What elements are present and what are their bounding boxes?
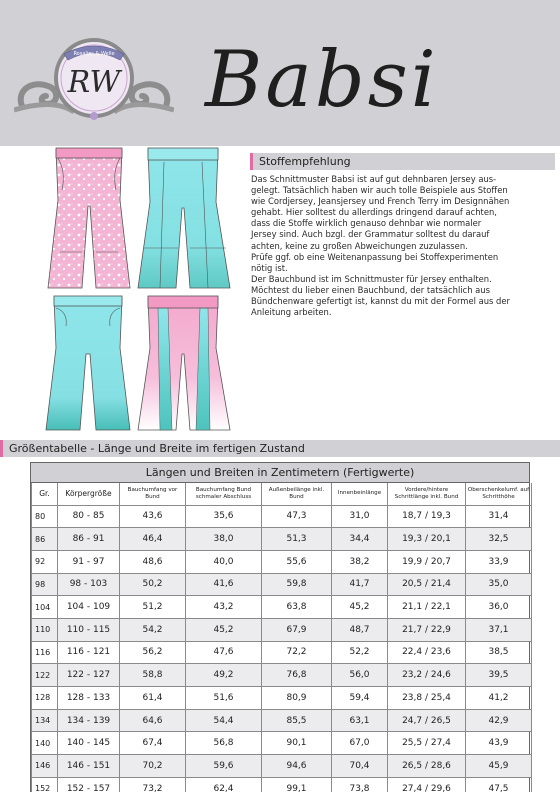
table-cell: 98 xyxy=(32,573,58,596)
table-cell: 64,6 xyxy=(120,709,186,732)
column-header: Oberschenkelumf. auf Schritthöhe xyxy=(466,483,532,505)
logo-monogram: RW xyxy=(67,65,121,100)
pants-illustration-cyan xyxy=(134,142,234,290)
table-cell: 104 - 109 xyxy=(58,596,120,619)
table-cell: 18,7 / 19,3 xyxy=(388,505,466,528)
text-line: Der Bauchbund ist im Schnittmuster für Jersey enthalten. xyxy=(251,273,492,284)
table-cell: 51,3 xyxy=(262,528,332,551)
size-table xyxy=(30,462,530,792)
table-row xyxy=(32,596,532,619)
table-cell: 52,2 xyxy=(332,641,388,664)
text-line: Anleitung arbeiten. xyxy=(251,307,332,318)
table-cell: 56,8 xyxy=(186,732,262,755)
text-line: Prüfe ggf. ob eine Weitenanpassung bei Stoffexperimenten xyxy=(251,251,499,262)
table-cell: 35,0 xyxy=(466,573,532,596)
header-band xyxy=(0,0,560,146)
pants-illustration-cyan-pockets xyxy=(44,292,132,432)
table-cell: 73,2 xyxy=(120,777,186,792)
pants-illustration-pink-cyan xyxy=(134,292,234,432)
size-table-grid xyxy=(31,483,532,792)
table-row xyxy=(32,709,532,732)
stoffempfehlung-text xyxy=(251,174,551,318)
table-cell: 94,6 xyxy=(262,755,332,778)
table-cell: 116 - 121 xyxy=(58,641,120,664)
table-cell: 134 - 139 xyxy=(58,709,120,732)
table-cell: 59,4 xyxy=(332,687,388,710)
table-cell: 59,8 xyxy=(262,573,332,596)
table-cell: 128 - 133 xyxy=(58,687,120,710)
table-row xyxy=(32,528,532,551)
table-cell: 51,2 xyxy=(120,596,186,619)
table-cell: 23,8 / 25,4 xyxy=(388,687,466,710)
table-cell: 42,9 xyxy=(466,709,532,732)
table-cell: 110 - 115 xyxy=(58,618,120,641)
table-cell: 56,0 xyxy=(332,664,388,687)
pants-illustration-pink-floral xyxy=(46,142,132,290)
table-cell: 39,5 xyxy=(466,664,532,687)
size-table-body xyxy=(32,505,532,792)
text-line: Möchtest du lieber einen Bauchbund, der tatsächlich aus xyxy=(251,284,490,295)
table-cell: 140 xyxy=(32,732,58,755)
table-cell: 146 xyxy=(32,755,58,778)
table-row xyxy=(32,755,532,778)
table-cell: 49,2 xyxy=(186,664,262,687)
table-cell: 23,2 / 24,6 xyxy=(388,664,466,687)
table-cell: 80,9 xyxy=(262,687,332,710)
table-row xyxy=(32,550,532,573)
column-header: Außenbeilänge inkl. Bund xyxy=(262,483,332,505)
table-row xyxy=(32,687,532,710)
text-line: Bündchenware gefertigt ist, kannst du mit der Formel aus der xyxy=(251,296,510,307)
text-line: dass die Stoffe wirklich genauso dehnbar wie normaler xyxy=(251,218,482,229)
page-title: Babsi xyxy=(205,35,439,125)
table-cell: 86 - 91 xyxy=(58,528,120,551)
table-cell: 41,6 xyxy=(186,573,262,596)
table-cell: 70,4 xyxy=(332,755,388,778)
table-cell: 47,5 xyxy=(466,777,532,792)
table-cell: 98 - 103 xyxy=(58,573,120,596)
table-row xyxy=(32,573,532,596)
stoffempfehlung-heading: Stoffempfehlung xyxy=(250,153,555,170)
column-header: Bauchumfang Bund schmaler Abschluss xyxy=(186,483,262,505)
brand-logo xyxy=(14,28,174,132)
table-cell: 58,8 xyxy=(120,664,186,687)
table-cell: 73,8 xyxy=(332,777,388,792)
table-cell: 59,6 xyxy=(186,755,262,778)
table-row xyxy=(32,664,532,687)
table-cell: 86 xyxy=(32,528,58,551)
table-cell: 55,6 xyxy=(262,550,332,573)
svg-text:Rosalies & Welle: Rosalies & Welle xyxy=(73,51,115,57)
table-cell: 146 - 151 xyxy=(58,755,120,778)
table-cell: 21,7 / 22,9 xyxy=(388,618,466,641)
table-cell: 19,3 / 20,1 xyxy=(388,528,466,551)
table-cell: 99,1 xyxy=(262,777,332,792)
table-cell: 51,6 xyxy=(186,687,262,710)
table-cell: 47,6 xyxy=(186,641,262,664)
table-cell: 41,2 xyxy=(466,687,532,710)
table-cell: 22,4 / 23,6 xyxy=(388,641,466,664)
table-cell: 46,4 xyxy=(120,528,186,551)
table-cell: 62,4 xyxy=(186,777,262,792)
table-cell: 33,9 xyxy=(466,550,532,573)
table-cell: 90,1 xyxy=(262,732,332,755)
table-cell: 122 - 127 xyxy=(58,664,120,687)
table-cell: 45,2 xyxy=(186,618,262,641)
column-header: Vordere/hintere Schrittlänge inkl. Bund xyxy=(388,483,466,505)
table-cell: 67,0 xyxy=(332,732,388,755)
table-cell: 43,9 xyxy=(466,732,532,755)
text-line: gehabt. Hier solltest du allerdings dringend darauf achten, xyxy=(251,207,497,218)
table-header-row xyxy=(32,483,532,505)
table-cell: 37,1 xyxy=(466,618,532,641)
table-cell: 67,4 xyxy=(120,732,186,755)
table-cell: 128 xyxy=(32,687,58,710)
table-cell: 43,6 xyxy=(120,505,186,528)
table-cell: 32,5 xyxy=(466,528,532,551)
text-line: nötig ist. xyxy=(251,262,288,273)
table-cell: 48,6 xyxy=(120,550,186,573)
table-cell: 104 xyxy=(32,596,58,619)
table-cell: 25,5 / 27,4 xyxy=(388,732,466,755)
table-cell: 54,2 xyxy=(120,618,186,641)
table-row xyxy=(32,641,532,664)
table-row xyxy=(32,618,532,641)
table-cell: 31,0 xyxy=(332,505,388,528)
table-cell: 152 - 157 xyxy=(58,777,120,792)
table-cell: 134 xyxy=(32,709,58,732)
table-cell: 110 xyxy=(32,618,58,641)
table-cell: 45,2 xyxy=(332,596,388,619)
column-header: Körpergröße xyxy=(58,483,120,505)
table-cell: 45,9 xyxy=(466,755,532,778)
column-header: Bauchumfang vor Bund xyxy=(120,483,186,505)
table-cell: 26,5 / 28,6 xyxy=(388,755,466,778)
table-cell: 92 xyxy=(32,550,58,573)
table-cell: 48,7 xyxy=(332,618,388,641)
text-line: achten, keine zu großen Abweichungen zuzulassen. xyxy=(251,240,468,251)
table-cell: 63,8 xyxy=(262,596,332,619)
table-cell: 80 xyxy=(32,505,58,528)
table-cell: 91 - 97 xyxy=(58,550,120,573)
table-cell: 40,0 xyxy=(186,550,262,573)
table-cell: 50,2 xyxy=(120,573,186,596)
table-cell: 43,2 xyxy=(186,596,262,619)
table-cell: 56,2 xyxy=(120,641,186,664)
text-line: wie Cordjersey, Jeansjersey und French Terry im Designnähen xyxy=(251,196,510,207)
table-cell: 116 xyxy=(32,641,58,664)
table-cell: 20,5 / 21,4 xyxy=(388,573,466,596)
size-table-title: Längen und Breiten in Zentimetern (Fertigwerte) xyxy=(31,463,529,483)
table-cell: 72,2 xyxy=(262,641,332,664)
table-cell: 54,4 xyxy=(186,709,262,732)
table-cell: 24,7 / 26,5 xyxy=(388,709,466,732)
table-cell: 41,7 xyxy=(332,573,388,596)
table-cell: 38,5 xyxy=(466,641,532,664)
table-cell: 36,0 xyxy=(466,596,532,619)
table-cell: 21,1 / 22,1 xyxy=(388,596,466,619)
table-cell: 35,6 xyxy=(186,505,262,528)
table-row xyxy=(32,505,532,528)
table-cell: 85,5 xyxy=(262,709,332,732)
table-cell: 122 xyxy=(32,664,58,687)
table-cell: 70,2 xyxy=(120,755,186,778)
table-cell: 38,2 xyxy=(332,550,388,573)
table-cell: 27,4 / 29,6 xyxy=(388,777,466,792)
text-line: Jersey sind. Auch bzgl. der Grammatur solltest du darauf xyxy=(251,229,490,240)
table-row xyxy=(32,732,532,755)
table-cell: 80 - 85 xyxy=(58,505,120,528)
table-cell: 38,0 xyxy=(186,528,262,551)
table-cell: 31,4 xyxy=(466,505,532,528)
table-cell: 19,9 / 20,7 xyxy=(388,550,466,573)
text-line: gelegt. Tatsächlich haben wir auch tolle Beispiele aus Stoffen xyxy=(251,185,508,196)
table-cell: 76,8 xyxy=(262,664,332,687)
table-row xyxy=(32,777,532,792)
text-line: Das Schnittmuster Babsi ist auf gut dehnbaren Jersey aus- xyxy=(251,174,497,184)
groessentabelle-heading: Größentabelle - Länge und Breite im fertigen Zustand xyxy=(0,440,560,457)
column-header: Gr. xyxy=(32,483,58,505)
table-cell: 63,1 xyxy=(332,709,388,732)
table-cell: 61,4 xyxy=(120,687,186,710)
table-cell: 47,3 xyxy=(262,505,332,528)
table-cell: 67,9 xyxy=(262,618,332,641)
table-cell: 152 xyxy=(32,777,58,792)
table-cell: 140 - 145 xyxy=(58,732,120,755)
table-cell: 34,4 xyxy=(332,528,388,551)
column-header: Innenbeinlänge xyxy=(332,483,388,505)
